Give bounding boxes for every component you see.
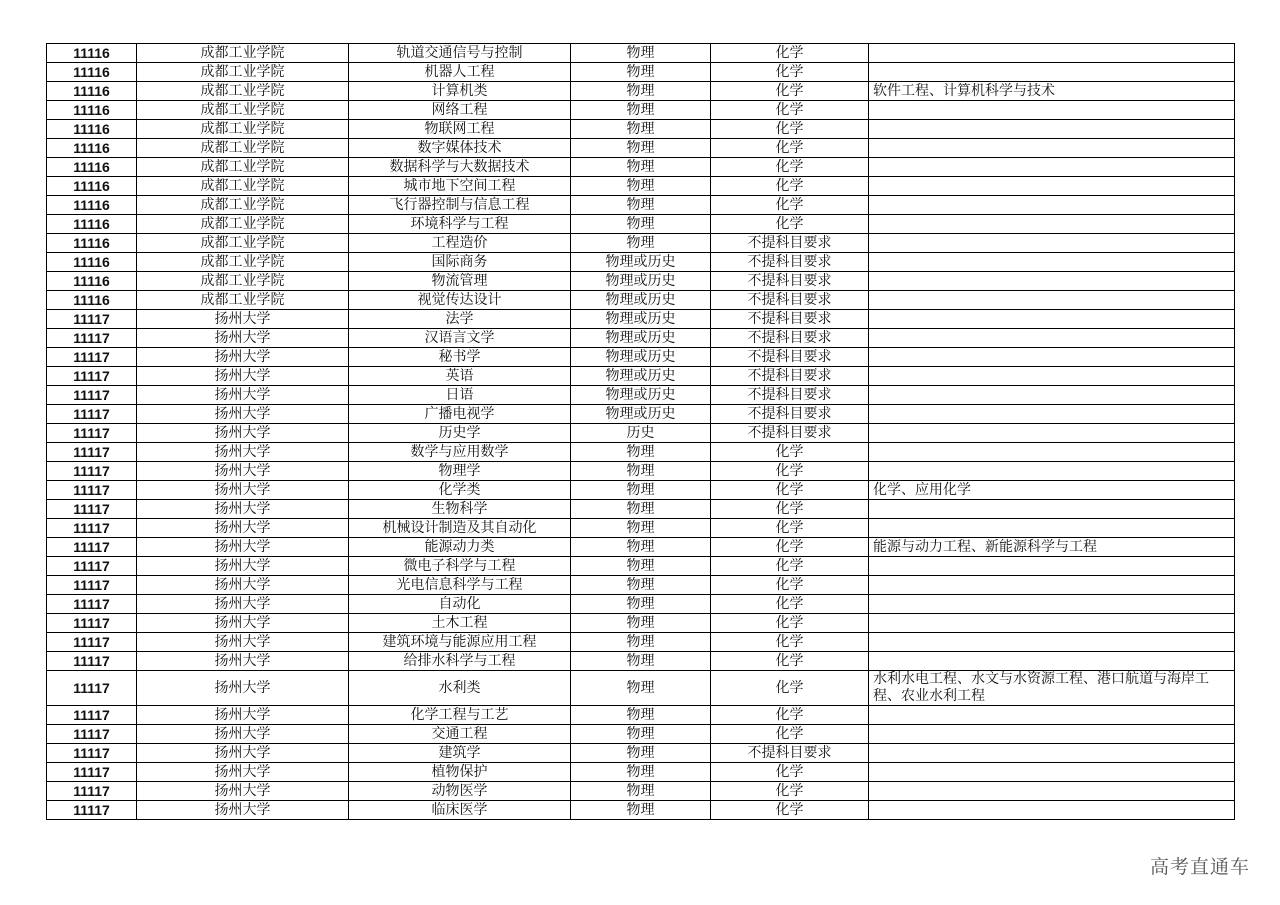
major-name-cell: 计算机类 bbox=[349, 82, 571, 101]
primary-subject-cell: 物理 bbox=[571, 120, 711, 139]
major-name-cell: 环境科学与工程 bbox=[349, 215, 571, 234]
table-row bbox=[47, 215, 1235, 234]
included-majors-cell bbox=[869, 367, 1235, 386]
primary-subject-cell: 物理 bbox=[571, 633, 711, 652]
major-name-cell: 物理学 bbox=[349, 462, 571, 481]
primary-subject-cell: 物理 bbox=[571, 44, 711, 63]
major-name-cell: 工程造价 bbox=[349, 234, 571, 253]
table-row bbox=[47, 519, 1235, 538]
school-code-cell: 11117 bbox=[47, 405, 137, 424]
table-body bbox=[47, 44, 1235, 820]
school-code-cell: 11117 bbox=[47, 576, 137, 595]
primary-subject-cell: 物理或历史 bbox=[571, 253, 711, 272]
secondary-subject-cell: 化学 bbox=[711, 782, 869, 801]
school-name-cell: 成都工业学院 bbox=[137, 158, 349, 177]
major-name-cell: 机器人工程 bbox=[349, 63, 571, 82]
school-name-cell: 扬州大学 bbox=[137, 557, 349, 576]
major-name-cell: 轨道交通信号与控制 bbox=[349, 44, 571, 63]
school-code-cell: 11117 bbox=[47, 367, 137, 386]
secondary-subject-cell: 化学 bbox=[711, 595, 869, 614]
school-name-cell: 扬州大学 bbox=[137, 481, 349, 500]
secondary-subject-cell: 不提科目要求 bbox=[711, 424, 869, 443]
major-name-cell: 视觉传达设计 bbox=[349, 291, 571, 310]
included-majors-cell bbox=[869, 744, 1235, 763]
secondary-subject-cell: 化学 bbox=[711, 443, 869, 462]
primary-subject-cell: 物理或历史 bbox=[571, 329, 711, 348]
school-name-cell: 扬州大学 bbox=[137, 576, 349, 595]
school-code-cell: 11117 bbox=[47, 462, 137, 481]
school-name-cell: 成都工业学院 bbox=[137, 234, 349, 253]
included-majors-cell bbox=[869, 272, 1235, 291]
secondary-subject-cell: 化学 bbox=[711, 538, 869, 557]
secondary-subject-cell: 化学 bbox=[711, 44, 869, 63]
primary-subject-cell: 物理 bbox=[571, 671, 711, 706]
table-row bbox=[47, 706, 1235, 725]
admission-requirements-table bbox=[46, 43, 1234, 820]
major-name-cell: 交通工程 bbox=[349, 725, 571, 744]
major-name-cell: 法学 bbox=[349, 310, 571, 329]
included-majors-cell bbox=[869, 557, 1235, 576]
school-name-cell: 扬州大学 bbox=[137, 443, 349, 462]
school-code-cell: 11116 bbox=[47, 82, 137, 101]
school-name-cell: 成都工业学院 bbox=[137, 253, 349, 272]
school-name-cell: 成都工业学院 bbox=[137, 101, 349, 120]
secondary-subject-cell: 不提科目要求 bbox=[711, 348, 869, 367]
school-code-cell: 11117 bbox=[47, 386, 137, 405]
included-majors-cell bbox=[869, 801, 1235, 820]
primary-subject-cell: 物理 bbox=[571, 443, 711, 462]
school-name-cell: 扬州大学 bbox=[137, 652, 349, 671]
school-name-cell: 扬州大学 bbox=[137, 801, 349, 820]
school-name-cell: 扬州大学 bbox=[137, 744, 349, 763]
primary-subject-cell: 历史 bbox=[571, 424, 711, 443]
included-majors-cell bbox=[869, 63, 1235, 82]
secondary-subject-cell: 化学 bbox=[711, 82, 869, 101]
school-name-cell: 扬州大学 bbox=[137, 367, 349, 386]
included-majors-cell bbox=[869, 706, 1235, 725]
secondary-subject-cell: 不提科目要求 bbox=[711, 744, 869, 763]
school-code-cell: 11116 bbox=[47, 44, 137, 63]
school-code-cell: 11116 bbox=[47, 101, 137, 120]
school-name-cell: 扬州大学 bbox=[137, 348, 349, 367]
table-row bbox=[47, 614, 1235, 633]
major-name-cell: 飞行器控制与信息工程 bbox=[349, 196, 571, 215]
secondary-subject-cell: 化学 bbox=[711, 481, 869, 500]
primary-subject-cell: 物理 bbox=[571, 801, 711, 820]
school-name-cell: 成都工业学院 bbox=[137, 82, 349, 101]
secondary-subject-cell: 不提科目要求 bbox=[711, 310, 869, 329]
secondary-subject-cell: 化学 bbox=[711, 215, 869, 234]
primary-subject-cell: 物理 bbox=[571, 481, 711, 500]
major-name-cell: 数据科学与大数据技术 bbox=[349, 158, 571, 177]
included-majors-cell bbox=[869, 101, 1235, 120]
major-name-cell: 水利类 bbox=[349, 671, 571, 706]
primary-subject-cell: 物理 bbox=[571, 782, 711, 801]
included-majors-cell bbox=[869, 519, 1235, 538]
table-row bbox=[47, 139, 1235, 158]
table-row bbox=[47, 272, 1235, 291]
primary-subject-cell: 物理 bbox=[571, 557, 711, 576]
included-majors-cell bbox=[869, 386, 1235, 405]
major-name-cell: 汉语言文学 bbox=[349, 329, 571, 348]
included-majors-cell bbox=[869, 234, 1235, 253]
school-code-cell: 11117 bbox=[47, 310, 137, 329]
major-name-cell: 网络工程 bbox=[349, 101, 571, 120]
primary-subject-cell: 物理 bbox=[571, 500, 711, 519]
primary-subject-cell: 物理 bbox=[571, 234, 711, 253]
table-row bbox=[47, 671, 1235, 706]
primary-subject-cell: 物理 bbox=[571, 177, 711, 196]
table-row bbox=[47, 234, 1235, 253]
major-name-cell: 数学与应用数学 bbox=[349, 443, 571, 462]
major-name-cell: 生物科学 bbox=[349, 500, 571, 519]
major-name-cell: 日语 bbox=[349, 386, 571, 405]
included-majors-cell bbox=[869, 291, 1235, 310]
school-name-cell: 扬州大学 bbox=[137, 671, 349, 706]
included-majors-cell bbox=[869, 462, 1235, 481]
secondary-subject-cell: 化学 bbox=[711, 652, 869, 671]
secondary-subject-cell: 不提科目要求 bbox=[711, 272, 869, 291]
school-name-cell: 扬州大学 bbox=[137, 614, 349, 633]
school-code-cell: 11117 bbox=[47, 519, 137, 538]
included-majors-cell bbox=[869, 177, 1235, 196]
table-row bbox=[47, 367, 1235, 386]
school-code-cell: 11116 bbox=[47, 139, 137, 158]
included-majors-cell bbox=[869, 329, 1235, 348]
school-code-cell: 11116 bbox=[47, 120, 137, 139]
school-code-cell: 11116 bbox=[47, 196, 137, 215]
included-majors-cell bbox=[869, 500, 1235, 519]
school-code-cell: 11116 bbox=[47, 253, 137, 272]
school-name-cell: 成都工业学院 bbox=[137, 291, 349, 310]
primary-subject-cell: 物理 bbox=[571, 139, 711, 158]
table-row bbox=[47, 481, 1235, 500]
school-name-cell: 扬州大学 bbox=[137, 782, 349, 801]
secondary-subject-cell: 不提科目要求 bbox=[711, 367, 869, 386]
table-row bbox=[47, 101, 1235, 120]
secondary-subject-cell: 化学 bbox=[711, 177, 869, 196]
primary-subject-cell: 物理 bbox=[571, 215, 711, 234]
table-row bbox=[47, 120, 1235, 139]
primary-subject-cell: 物理或历史 bbox=[571, 386, 711, 405]
table-row bbox=[47, 348, 1235, 367]
included-majors-cell: 软件工程、计算机科学与技术 bbox=[869, 82, 1235, 101]
table-row bbox=[47, 424, 1235, 443]
secondary-subject-cell: 不提科目要求 bbox=[711, 234, 869, 253]
secondary-subject-cell: 化学 bbox=[711, 706, 869, 725]
primary-subject-cell: 物理 bbox=[571, 652, 711, 671]
school-code-cell: 11117 bbox=[47, 725, 137, 744]
included-majors-cell bbox=[869, 443, 1235, 462]
major-name-cell: 化学工程与工艺 bbox=[349, 706, 571, 725]
major-name-cell: 秘书学 bbox=[349, 348, 571, 367]
primary-subject-cell: 物理或历史 bbox=[571, 310, 711, 329]
included-majors-cell bbox=[869, 652, 1235, 671]
included-majors-cell bbox=[869, 348, 1235, 367]
primary-subject-cell: 物理 bbox=[571, 725, 711, 744]
major-name-cell: 植物保护 bbox=[349, 763, 571, 782]
major-name-cell: 数字媒体技术 bbox=[349, 139, 571, 158]
school-code-cell: 11116 bbox=[47, 215, 137, 234]
table-row bbox=[47, 557, 1235, 576]
primary-subject-cell: 物理或历史 bbox=[571, 405, 711, 424]
secondary-subject-cell: 化学 bbox=[711, 614, 869, 633]
major-name-cell: 临床医学 bbox=[349, 801, 571, 820]
secondary-subject-cell: 化学 bbox=[711, 801, 869, 820]
school-code-cell: 11116 bbox=[47, 177, 137, 196]
secondary-subject-cell: 化学 bbox=[711, 500, 869, 519]
school-name-cell: 扬州大学 bbox=[137, 538, 349, 557]
table-row bbox=[47, 405, 1235, 424]
major-name-cell: 土木工程 bbox=[349, 614, 571, 633]
school-name-cell: 成都工业学院 bbox=[137, 215, 349, 234]
table-row bbox=[47, 253, 1235, 272]
school-name-cell: 扬州大学 bbox=[137, 424, 349, 443]
school-code-cell: 11116 bbox=[47, 234, 137, 253]
school-code-cell: 11117 bbox=[47, 706, 137, 725]
school-name-cell: 成都工业学院 bbox=[137, 177, 349, 196]
primary-subject-cell: 物理或历史 bbox=[571, 272, 711, 291]
school-code-cell: 11117 bbox=[47, 557, 137, 576]
major-name-cell: 自动化 bbox=[349, 595, 571, 614]
included-majors-cell bbox=[869, 595, 1235, 614]
school-name-cell: 扬州大学 bbox=[137, 633, 349, 652]
major-name-cell: 能源动力类 bbox=[349, 538, 571, 557]
included-majors-cell bbox=[869, 725, 1235, 744]
major-name-cell: 机械设计制造及其自动化 bbox=[349, 519, 571, 538]
school-name-cell: 扬州大学 bbox=[137, 386, 349, 405]
school-name-cell: 扬州大学 bbox=[137, 310, 349, 329]
major-name-cell: 动物医学 bbox=[349, 782, 571, 801]
secondary-subject-cell: 化学 bbox=[711, 63, 869, 82]
secondary-subject-cell: 化学 bbox=[711, 519, 869, 538]
secondary-subject-cell: 不提科目要求 bbox=[711, 386, 869, 405]
primary-subject-cell: 物理 bbox=[571, 595, 711, 614]
secondary-subject-cell: 化学 bbox=[711, 462, 869, 481]
table-row bbox=[47, 576, 1235, 595]
school-code-cell: 11116 bbox=[47, 291, 137, 310]
included-majors-cell bbox=[869, 633, 1235, 652]
school-code-cell: 11116 bbox=[47, 158, 137, 177]
table-row bbox=[47, 462, 1235, 481]
major-name-cell: 给排水科学与工程 bbox=[349, 652, 571, 671]
table-row bbox=[47, 63, 1235, 82]
school-code-cell: 11117 bbox=[47, 481, 137, 500]
primary-subject-cell: 物理 bbox=[571, 763, 711, 782]
table-row bbox=[47, 196, 1235, 215]
school-name-cell: 扬州大学 bbox=[137, 706, 349, 725]
major-name-cell: 建筑学 bbox=[349, 744, 571, 763]
primary-subject-cell: 物理 bbox=[571, 706, 711, 725]
primary-subject-cell: 物理 bbox=[571, 519, 711, 538]
secondary-subject-cell: 化学 bbox=[711, 576, 869, 595]
included-majors-cell bbox=[869, 782, 1235, 801]
school-code-cell: 11117 bbox=[47, 538, 137, 557]
included-majors-cell bbox=[869, 196, 1235, 215]
table-row bbox=[47, 44, 1235, 63]
school-name-cell: 成都工业学院 bbox=[137, 44, 349, 63]
school-name-cell: 扬州大学 bbox=[137, 462, 349, 481]
primary-subject-cell: 物理 bbox=[571, 576, 711, 595]
table-row bbox=[47, 595, 1235, 614]
table-row bbox=[47, 386, 1235, 405]
school-code-cell: 11117 bbox=[47, 348, 137, 367]
included-majors-cell bbox=[869, 253, 1235, 272]
table-row bbox=[47, 177, 1235, 196]
major-name-cell: 化学类 bbox=[349, 481, 571, 500]
major-name-cell: 微电子科学与工程 bbox=[349, 557, 571, 576]
included-majors-cell bbox=[869, 405, 1235, 424]
school-code-cell: 11117 bbox=[47, 595, 137, 614]
primary-subject-cell: 物理 bbox=[571, 82, 711, 101]
included-majors-cell: 化学、应用化学 bbox=[869, 481, 1235, 500]
major-name-cell: 物联网工程 bbox=[349, 120, 571, 139]
included-majors-cell: 水利水电工程、水文与水资源工程、港口航道与海岸工程、农业水利工程 bbox=[869, 671, 1235, 706]
major-name-cell: 国际商务 bbox=[349, 253, 571, 272]
table-row bbox=[47, 443, 1235, 462]
school-name-cell: 成都工业学院 bbox=[137, 272, 349, 291]
table-row bbox=[47, 158, 1235, 177]
school-name-cell: 扬州大学 bbox=[137, 519, 349, 538]
major-name-cell: 城市地下空间工程 bbox=[349, 177, 571, 196]
secondary-subject-cell: 不提科目要求 bbox=[711, 291, 869, 310]
school-name-cell: 扬州大学 bbox=[137, 329, 349, 348]
school-code-cell: 11117 bbox=[47, 443, 137, 462]
table-row bbox=[47, 782, 1235, 801]
included-majors-cell bbox=[869, 139, 1235, 158]
secondary-subject-cell: 化学 bbox=[711, 671, 869, 706]
secondary-subject-cell: 不提科目要求 bbox=[711, 253, 869, 272]
major-name-cell: 物流管理 bbox=[349, 272, 571, 291]
school-name-cell: 扬州大学 bbox=[137, 763, 349, 782]
major-name-cell: 广播电视学 bbox=[349, 405, 571, 424]
school-name-cell: 成都工业学院 bbox=[137, 196, 349, 215]
included-majors-cell bbox=[869, 614, 1235, 633]
primary-subject-cell: 物理或历史 bbox=[571, 348, 711, 367]
school-code-cell: 11117 bbox=[47, 801, 137, 820]
primary-subject-cell: 物理或历史 bbox=[571, 291, 711, 310]
primary-subject-cell: 物理 bbox=[571, 196, 711, 215]
included-majors-cell bbox=[869, 158, 1235, 177]
watermark-logo-text: 高考直通车 bbox=[1149, 856, 1250, 878]
school-code-cell: 11117 bbox=[47, 652, 137, 671]
primary-subject-cell: 物理 bbox=[571, 744, 711, 763]
primary-subject-cell: 物理 bbox=[571, 158, 711, 177]
secondary-subject-cell: 化学 bbox=[711, 633, 869, 652]
table-row bbox=[47, 801, 1235, 820]
table-row bbox=[47, 82, 1235, 101]
table-row bbox=[47, 538, 1235, 557]
table-row bbox=[47, 744, 1235, 763]
school-code-cell: 11117 bbox=[47, 424, 137, 443]
school-code-cell: 11117 bbox=[47, 614, 137, 633]
school-name-cell: 扬州大学 bbox=[137, 500, 349, 519]
school-code-cell: 11117 bbox=[47, 782, 137, 801]
included-majors-cell bbox=[869, 763, 1235, 782]
major-name-cell: 建筑环境与能源应用工程 bbox=[349, 633, 571, 652]
primary-subject-cell: 物理或历史 bbox=[571, 367, 711, 386]
school-code-cell: 11117 bbox=[47, 633, 137, 652]
major-name-cell: 历史学 bbox=[349, 424, 571, 443]
school-code-cell: 11117 bbox=[47, 329, 137, 348]
included-majors-cell: 能源与动力工程、新能源科学与工程 bbox=[869, 538, 1235, 557]
secondary-subject-cell: 化学 bbox=[711, 101, 869, 120]
major-name-cell: 光电信息科学与工程 bbox=[349, 576, 571, 595]
included-majors-cell bbox=[869, 120, 1235, 139]
table-row bbox=[47, 310, 1235, 329]
secondary-subject-cell: 不提科目要求 bbox=[711, 405, 869, 424]
school-name-cell: 成都工业学院 bbox=[137, 120, 349, 139]
table-row bbox=[47, 329, 1235, 348]
school-name-cell: 成都工业学院 bbox=[137, 139, 349, 158]
secondary-subject-cell: 化学 bbox=[711, 120, 869, 139]
table-row bbox=[47, 652, 1235, 671]
school-code-cell: 11117 bbox=[47, 744, 137, 763]
secondary-subject-cell: 化学 bbox=[711, 763, 869, 782]
primary-subject-cell: 物理 bbox=[571, 538, 711, 557]
secondary-subject-cell: 化学 bbox=[711, 196, 869, 215]
primary-subject-cell: 物理 bbox=[571, 614, 711, 633]
included-majors-cell bbox=[869, 44, 1235, 63]
table-row bbox=[47, 500, 1235, 519]
school-name-cell: 成都工业学院 bbox=[137, 63, 349, 82]
school-name-cell: 扬州大学 bbox=[137, 595, 349, 614]
table-row bbox=[47, 763, 1235, 782]
major-name-cell: 英语 bbox=[349, 367, 571, 386]
secondary-subject-cell: 化学 bbox=[711, 557, 869, 576]
school-code-cell: 11116 bbox=[47, 63, 137, 82]
included-majors-cell bbox=[869, 310, 1235, 329]
primary-subject-cell: 物理 bbox=[571, 63, 711, 82]
school-name-cell: 扬州大学 bbox=[137, 725, 349, 744]
school-code-cell: 11117 bbox=[47, 500, 137, 519]
included-majors-cell bbox=[869, 215, 1235, 234]
secondary-subject-cell: 化学 bbox=[711, 139, 869, 158]
school-code-cell: 11117 bbox=[47, 671, 137, 706]
requirements-grid bbox=[46, 43, 1235, 820]
school-code-cell: 11116 bbox=[47, 272, 137, 291]
primary-subject-cell: 物理 bbox=[571, 101, 711, 120]
secondary-subject-cell: 化学 bbox=[711, 158, 869, 177]
school-code-cell: 11117 bbox=[47, 763, 137, 782]
included-majors-cell bbox=[869, 576, 1235, 595]
included-majors-cell bbox=[869, 424, 1235, 443]
secondary-subject-cell: 不提科目要求 bbox=[711, 329, 869, 348]
table-row bbox=[47, 633, 1235, 652]
primary-subject-cell: 物理 bbox=[571, 462, 711, 481]
table-row bbox=[47, 725, 1235, 744]
school-name-cell: 扬州大学 bbox=[137, 405, 349, 424]
secondary-subject-cell: 化学 bbox=[711, 725, 869, 744]
table-row bbox=[47, 291, 1235, 310]
